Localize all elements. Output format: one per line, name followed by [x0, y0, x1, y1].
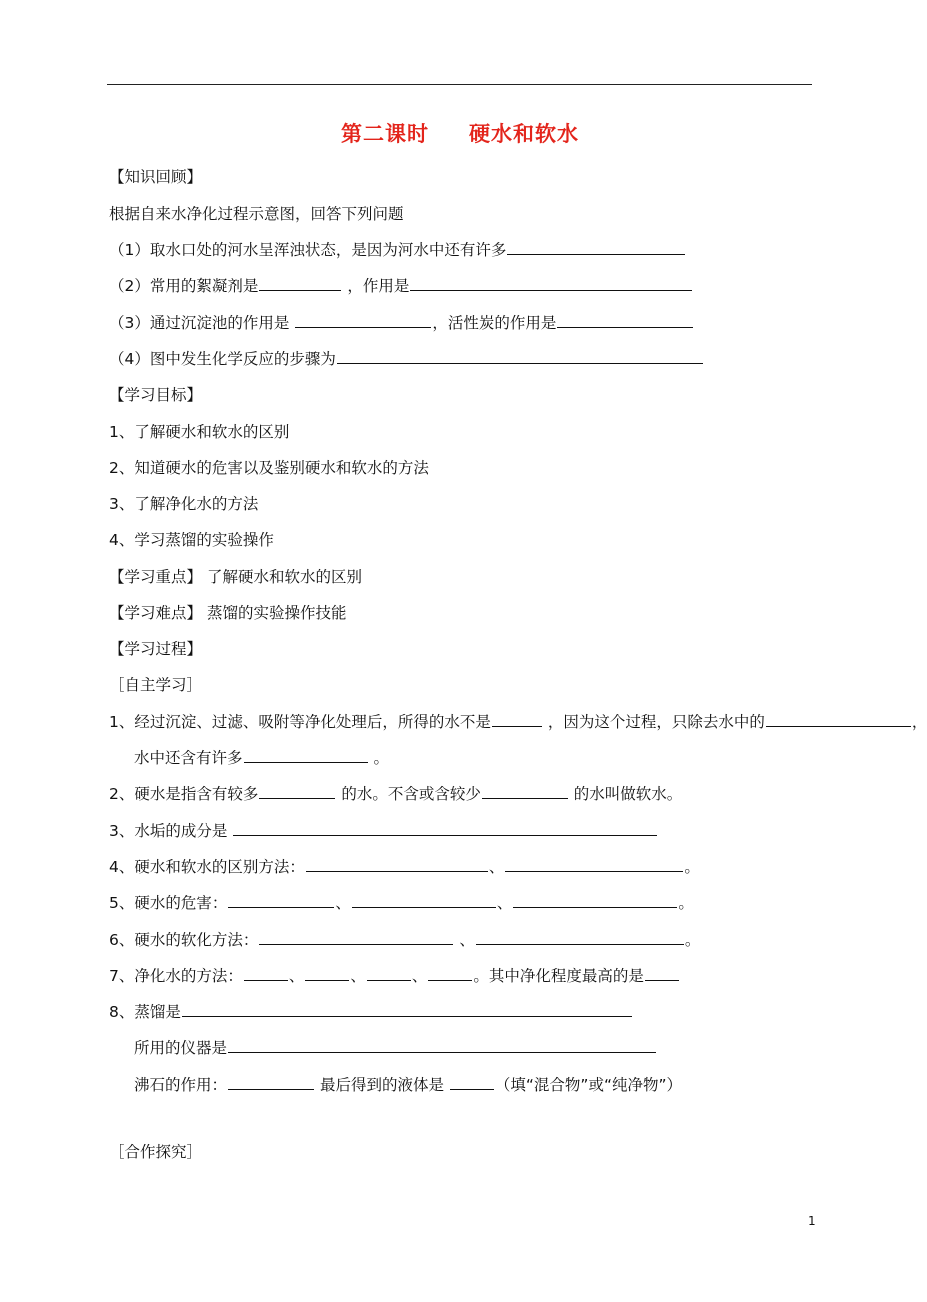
- goals-header: 【学习目标】: [109, 386, 203, 404]
- answer-blank[interactable]: [428, 966, 472, 981]
- review-intro: 根据自来水净化过程示意图，回答下列问题: [109, 205, 404, 223]
- page-title: [0, 118, 920, 148]
- coop-header: ［合作探究］: [109, 1143, 203, 1161]
- item-8-instruments: 所用的仪器是: [134, 1037, 657, 1059]
- goal-item: 2、知道硬水的危害以及鉴别硬水和软水的方法: [109, 459, 429, 477]
- answer-blank[interactable]: [306, 857, 488, 872]
- answer-blank[interactable]: [352, 893, 496, 908]
- review-q2: （2）常用的絮凝剂是 ，作用是: [109, 275, 693, 297]
- item-1-cont: 水中还含有许多 。: [134, 749, 389, 767]
- item-4: 4、硬水和软水的区别方法： 、 。: [109, 858, 700, 876]
- item-6: 6、硬水的软化方法： 、 。: [109, 931, 701, 949]
- answer-blank[interactable]: [228, 893, 334, 908]
- item-1: 1、经过沉淀、过滤、吸附等净化处理后，所得的水不是 ，因为这个过程，只除去水中的 ，: [109, 713, 927, 731]
- answer-blank[interactable]: [482, 784, 568, 799]
- item-3: 3、水垢的成分是: [109, 820, 658, 842]
- answer-blank[interactable]: [305, 966, 349, 981]
- answer-blank[interactable]: [513, 893, 677, 908]
- answer-blank[interactable]: [505, 857, 683, 872]
- title-topic: 硬水和软水: [469, 122, 579, 146]
- answer-blank[interactable]: [450, 1075, 494, 1090]
- answer-blank[interactable]: [337, 349, 703, 364]
- answer-blank[interactable]: [259, 930, 453, 945]
- answer-blank[interactable]: [259, 276, 341, 291]
- review-q1: （1）取水口处的河水呈浑浊状态，是因为河水中还有许多: [109, 239, 686, 261]
- answer-blank[interactable]: [766, 712, 911, 727]
- goal-item: 4、学习蒸馏的实验操作: [109, 531, 274, 549]
- answer-blank[interactable]: [367, 966, 411, 981]
- answer-blank[interactable]: [507, 240, 685, 255]
- review-q4: （4）图中发生化学反应的步骤为: [109, 348, 704, 370]
- answer-blank[interactable]: [259, 784, 335, 799]
- goal-item: 1、了解硬水和软水的区别: [109, 423, 290, 441]
- item-2: 2、硬水是指含有较多 的水。不含或含较少 的水叫做软水。: [109, 785, 683, 803]
- title-lesson: 第二课时: [341, 122, 429, 146]
- answer-blank[interactable]: [228, 1038, 656, 1053]
- page-number: 1: [808, 1214, 816, 1228]
- item-7: 7、净化水的方法： 、 、 、 。其中净化程度最高的是: [109, 965, 680, 987]
- self-study-header: ［自主学习］: [109, 676, 203, 694]
- review-header: 【知识回顾】: [109, 168, 203, 186]
- answer-blank[interactable]: [244, 966, 288, 981]
- answer-blank[interactable]: [557, 313, 693, 328]
- answer-blank[interactable]: [492, 712, 542, 727]
- answer-blank[interactable]: [244, 748, 368, 763]
- answer-blank[interactable]: [233, 821, 657, 836]
- goal-item: 3、了解净化水的方法: [109, 495, 259, 513]
- review-q3: （3）通过沉淀池的作用是 ，活性炭的作用是: [109, 312, 694, 334]
- answer-blank[interactable]: [476, 930, 684, 945]
- item-8: 8、蒸馏是: [109, 1001, 633, 1023]
- item-5: 5、硬水的危害： 、 、 。: [109, 894, 694, 912]
- key-point: 【学习重点】 了解硬水和软水的区别: [109, 568, 362, 586]
- process-header: 【学习过程】: [109, 640, 203, 658]
- answer-blank[interactable]: [182, 1002, 632, 1017]
- answer-blank[interactable]: [228, 1075, 314, 1090]
- answer-blank[interactable]: [410, 276, 692, 291]
- item-8-boiling-chips: 沸石的作用： 最后得到的液体是 （填“混合物”或“纯净物”）: [134, 1076, 683, 1094]
- header-rule: [107, 84, 812, 85]
- answer-blank[interactable]: [295, 313, 431, 328]
- difficulty-point: 【学习难点】 蒸馏的实验操作技能: [109, 604, 347, 622]
- answer-blank[interactable]: [645, 966, 679, 981]
